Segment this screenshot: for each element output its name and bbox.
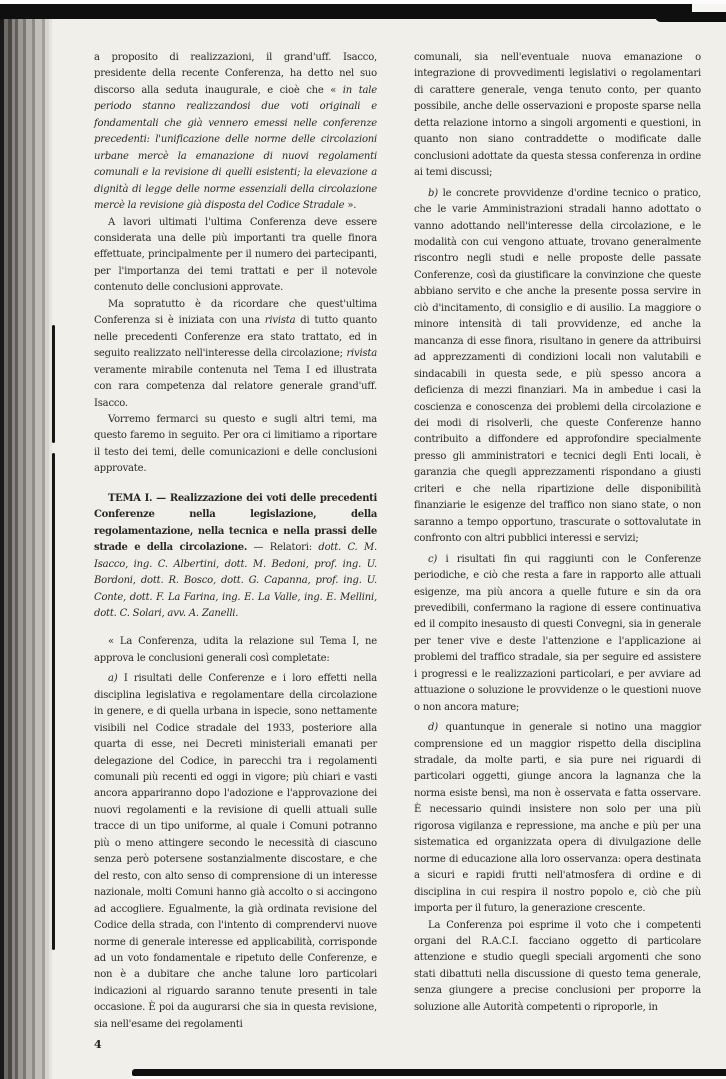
text-run: Ma sopratutto è da ricordare che quest'ultima Conferenza si è iniziata con una: [94, 298, 377, 327]
text-run: a proposito di realizzazioni, il grand'uff. Isacco, presidente della recente Conferenza, ha detto nel suo discorso alla seduta inaugurale, e cioè che «: [94, 52, 377, 96]
tema-i-heading: [94, 491, 377, 623]
text-run: le concrete provvidenze d'ordine tecnico o pratico, che le varie Amministrazioni stradali hanno adottato o vanno adottando nell'interesse della circolazione, e le modalità con cui vengono attuate, trovano generalmente riscontro negli studi e nelle proposte delle passate Conferenze, così da giustificare la convinzione che queste abbiano servito e che anche la presente possa servire in ciò d'incitamento, di consiglio e di ausilio. La maggiore o minore intensità di tali provvidenze, ed anche la mancanza di esse finora, risultano in genere da attribuirsi ad apprezzamenti di condizioni locali non valutabili e sindacabili in questa sede, e più spesso ancora a deficienza di mezzi finanziari. Ma in ambedue i casi la coscienza e conoscenza dei problemi della circolazione e dei modi di risolverli, che queste Conferenze hanno contribuito a diffondere ed approfondire specialmente presso gli amministratori e tecnici degli Enti locali, è garanzia che quegli apprezzamenti rispondano a giusti criteri e che nella ripartizione delle disponibilità finanziarie le esigenze del traffico non siano state, o non saranno a tempo opportuno, trascurate o sottovalutate in confronto con altri pubblici interessi e servizi;: [414, 187, 701, 545]
scan-top-right-edge: [655, 14, 726, 22]
text-run: « La Conferenza, udita la relazione sul Tema I, ne approva le conclusioni generali così completate:: [94, 636, 377, 664]
scan-top-edge: [0, 4, 726, 19]
text-run: d): [428, 722, 438, 734]
conclusion-item-d: [414, 720, 701, 917]
paragraph-continuation-discorso: [94, 50, 377, 215]
paragraph-rivista: [94, 297, 377, 412]
text-run: di tutto quanto nelle precedenti Conferenze era stato trattato, ed in seguito realizzato nell'interesse della circolazione;: [94, 315, 377, 360]
text-run: comunali, sia nell'eventuale nuova emanazione o integrazione di provvedimenti legislativi o regolamentari di carattere generale, venga tenuto conto, per quanto possibile, anche delle osservazioni e proposte sparse nella detta relazione intorno a singoli argomenti e questioni, in quanto non siano contraddette o modificate dalle conclusioni adottate da questa stessa conferenza in ordine ai temi discussi;: [414, 52, 701, 179]
paragraph-lavori-ultimati: [94, 215, 377, 297]
paragraph-vorremo-fermarci: [94, 412, 377, 478]
text-run: — Relatori:: [247, 542, 319, 554]
text-run: rivista: [346, 348, 377, 360]
left-text-column: [94, 50, 377, 1033]
text-run: rivista: [264, 315, 296, 327]
text-run: a): [108, 673, 118, 685]
paragraph-continuation-comunali: [414, 50, 701, 182]
text-run: A lavori ultimati l'ultima Conferenza deve essere considerata una delle più importanti tra quelle finora effettuate, principalmente per il numero dei partecipanti, per l'importanza dei temi trattati e per il notevole contenuto delle conclusioni approvate.: [94, 216, 377, 294]
paragraph-conferenza-approva: [94, 634, 377, 667]
right-text-column: [414, 50, 701, 1016]
text-run: dott. C. M. Isacco, ing. C. Albertini, dott. M. Bedoni, prof. ing. U. Bordoni, dott. R. Bosco, dott. G. Capanna, prof. ing. U. Conte, dott. F. La Farina, ing. E. La Valle, ing. E. Mellini, dott. C. Solari, avv. A. Zanelli.: [94, 542, 377, 619]
text-run: Vorremo fermarci su questo e sugli altri temi, ma questo faremo in seguito. Per ora ci limitiamo a riportare il testo dei temi, delle comunicazioni e delle conclusioni approvate.: [94, 413, 377, 475]
text-run: in tale periodo stanno realizzandosi due voti originali e fondamentali che già vennero emessi nelle conferenze precedenti: l'unificazione delle norme delle circolazioni urbane mercè la emanazione di nuovi regolamenti comunali e la revisione di quelli esistenti; la elevazione a dignità di legge delle norme essenziali della circolazione mercè la revisione già disposta del Codice Stradale: [94, 84, 377, 212]
conclusion-item-c: [414, 552, 701, 717]
text-run: quantunque in generale si notino una maggior comprensione ed un maggior rispetto della disciplina stradale, da molte parti, e sia pure nei riguardi di particolari oggetti, giunge ancora la lagnanza che la norma esiste bensì, ma non è osservata e fatta osservare. È necessario quindi insistere non solo per una più rigorosa vigilanza e repressione, ma anche e più per una sistematica ed organizzata opera di divulgazione delle norme di educazione alla loro osservanza: opera destinata a sicuri e rapidi frutti nell'atmosfera di ordine e di disciplina in cui respira il nostro popolo e, ciò che più importa per il futuro, la generazione crescente.: [414, 722, 701, 915]
paragraph-voto-raci: [414, 918, 701, 1017]
book-fold-shadow-upper: [52, 325, 55, 443]
book-fold-shadow-lower: [52, 453, 55, 950]
page-number: 4: [94, 1038, 102, 1051]
text-run: c): [428, 553, 438, 565]
scan-bottom-edge: [132, 1069, 726, 1076]
text-run: b): [428, 187, 438, 199]
scan-top-margin: [0, 0, 726, 4]
book-page-edges: [0, 17, 52, 1079]
text-run: i risultati fin qui raggiunti con le Conferenze periodiche, e ciò che resta a fare in rapporto alle attuali esigenze, ma più ancora a quelle future e sin da ora prevedibili, confermano la ragione di essere continuativa ed il compito inesausto di questi Convegni, sia in generale per tener vive e deste l'attenzione e l'applicazione ai problemi del traffico stradale, sia per seguire ed assistere i progressi e le realizzazioni particolari, e per avviare ad attuazione o soluzione le provvidenze o le questioni nuove o non ancora mature;: [414, 553, 701, 713]
text-run: La Conferenza poi esprime il voto che i competenti organi del R.A.C.I. facciano oggetto di particolare attenzione e studio quegli speciali argomenti che sono stati dibattuti nella discussione di questo tema generale, senza giungere a precise conclusioni per proporre la soluzione alle Autorità competenti o riproporle, in: [414, 919, 701, 1013]
scan-top-right-notch: [692, 4, 726, 12]
text-run: I risultati delle Conferenze e i loro effetti nella disciplina legislativa e regolamentare della circolazione in genere, e di quella urbana in ispecie, sono nettamente visibili nel Codice stradale del 1933, posteriore alla quarta di esse, nei Decreti ministeriali emanati per delegazione del Codice, in parecchi tra i regolamenti comunali più recenti ed oggi in vigore; più chiari e vasti ancora appariranno dopo l'adozione e l'approvazione dei nuovi regolamenti e la revisione di quelli attuali sulle tracce di un tipo uniforme, al quale i Comuni potranno più o meno attingere secondo le necessità di ciascuno senza però potersene sostanzialmente discostare, e che del resto, con alto senso di comprensione di un interesse nazionale, molti Comuni hanno già accolto o si accingono ad accogliere. Egualmente, la già ordinata revisione del Codice della strada, con l'intento di comprendervi nuove norme di generale interesse ed applicabilità, corrisponde ad un voto fondamentale e ripetuto delle Conferenze, e non è a dubitare che anche talune loro particolari indicazioni al riguardo saranno tenute presenti in tale occasione. È poi da augurarsi che sia in questa revisione, sia nell'esame dei regolamenti: [94, 673, 377, 1030]
text-run: TEMA I. — Realizzazione dei voti delle precedenti Conferenze nella legislazione, della regolamentazione, nella tecnica e nella prassi delle strade e della circolazione.: [94, 492, 377, 554]
text-run: veramente mirabile contenuta nel Tema I ed illustrata con rara competenza dal relatore generale grand'uff. Isacco.: [94, 364, 377, 409]
text-run: ».: [344, 200, 357, 212]
conclusion-item-b: [414, 186, 701, 548]
conclusion-item-a: [94, 671, 377, 1033]
